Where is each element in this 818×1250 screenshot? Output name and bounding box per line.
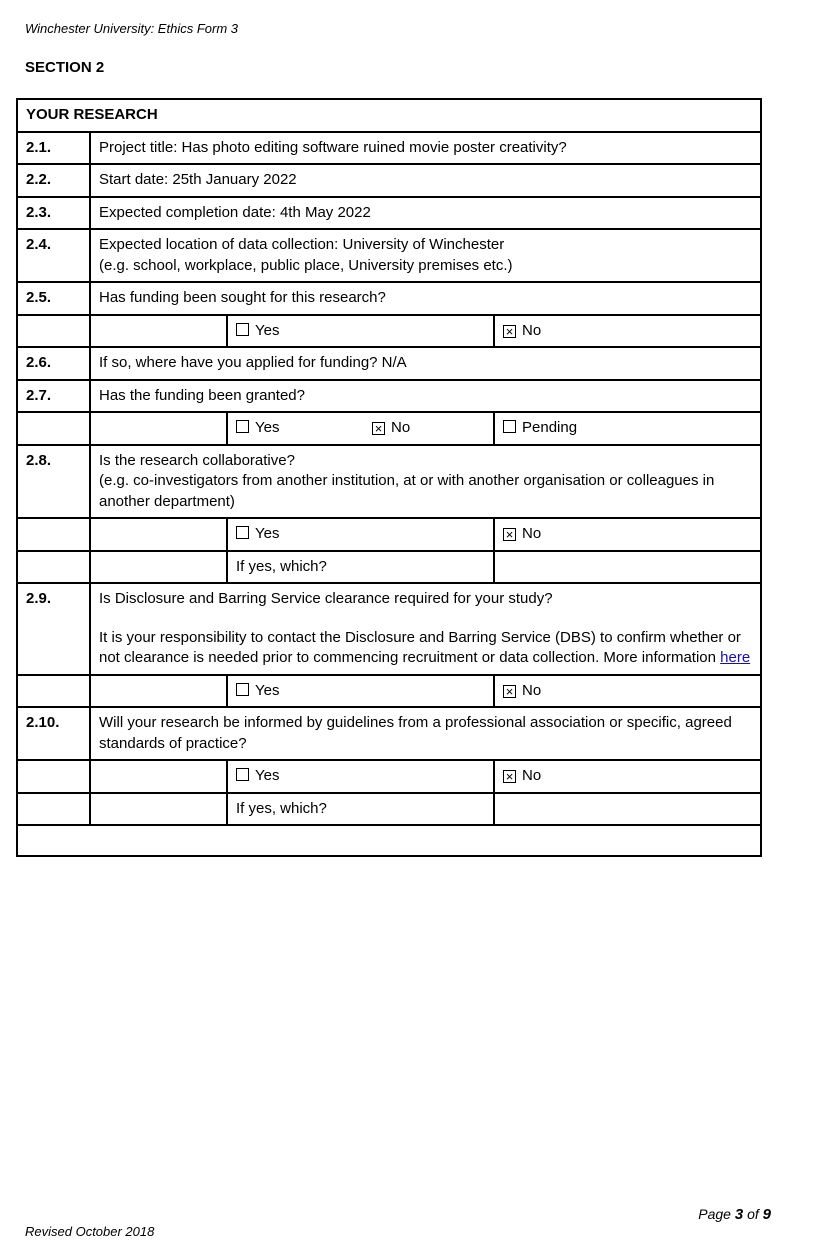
option-label: No bbox=[391, 419, 411, 436]
collaborative-yes-option[interactable] bbox=[227, 518, 494, 551]
question-cell bbox=[90, 583, 761, 675]
row-number: 2.2. bbox=[17, 164, 90, 197]
option-label: No bbox=[522, 767, 542, 784]
option-label: Pending bbox=[522, 419, 578, 436]
checkbox-empty-icon[interactable] bbox=[236, 768, 249, 781]
question-hint: (e.g. co-investigators from another institution, at or with another organisation or colleagues in another department) bbox=[99, 472, 715, 510]
checkbox-empty-icon[interactable] bbox=[236, 420, 249, 433]
guidelines-no-option[interactable] bbox=[494, 760, 761, 793]
row-2-3 bbox=[17, 197, 761, 230]
empty-cell bbox=[90, 551, 227, 584]
option-label: Yes bbox=[255, 525, 280, 542]
row-number: 2.9. bbox=[17, 583, 90, 675]
funding-where-field[interactable]: If so, where have you applied for funding? N/A bbox=[90, 347, 761, 380]
empty-cell bbox=[90, 412, 227, 445]
funding-granted-pending-option[interactable] bbox=[494, 412, 761, 445]
if-yes-which-label: If yes, which? bbox=[227, 793, 494, 826]
row-2-10-options bbox=[17, 760, 761, 793]
row-2-8-which bbox=[17, 551, 761, 584]
row-number: 2.1. bbox=[17, 132, 90, 165]
completion-date-field[interactable]: Expected completion date: 4th May 2022 bbox=[90, 197, 761, 230]
dbs-no-option[interactable] bbox=[494, 675, 761, 708]
checkbox-empty-icon[interactable] bbox=[236, 683, 249, 696]
collaborative-which-field[interactable] bbox=[494, 551, 761, 584]
row-2-9 bbox=[17, 583, 761, 675]
funding-granted-yes-no-cell bbox=[227, 412, 494, 445]
funding-sought-yes-option[interactable] bbox=[227, 315, 494, 348]
research-form-table bbox=[16, 98, 762, 857]
row-2-7 bbox=[17, 380, 761, 413]
empty-cell bbox=[17, 793, 90, 826]
row-2-5-options bbox=[17, 315, 761, 348]
empty-cell bbox=[90, 315, 227, 348]
page-number: Page 3 of 9 bbox=[698, 1206, 771, 1223]
option-label: Yes bbox=[255, 321, 280, 339]
table-title-row bbox=[17, 99, 761, 132]
option-label: No bbox=[522, 321, 542, 339]
question-text: Has the funding been granted? bbox=[90, 380, 761, 413]
option-label: Yes bbox=[255, 419, 280, 436]
document-header: Winchester University: Ethics Form 3 bbox=[25, 21, 238, 36]
row-2-9-options bbox=[17, 675, 761, 708]
empty-cell bbox=[17, 315, 90, 348]
row-2-10 bbox=[17, 707, 761, 760]
empty-cell bbox=[90, 793, 227, 826]
row-number: 2.10. bbox=[17, 707, 90, 760]
empty-cell bbox=[90, 760, 227, 793]
location-field[interactable] bbox=[90, 229, 761, 282]
row-2-6 bbox=[17, 347, 761, 380]
question-text: Will your research be informed by guidelines from a professional association or specific, agreed standards of practice? bbox=[90, 707, 761, 760]
funding-granted-no-option[interactable] bbox=[372, 418, 410, 439]
empty-cell bbox=[17, 518, 90, 551]
collaborative-no-option[interactable] bbox=[494, 518, 761, 551]
row-2-8 bbox=[17, 445, 761, 519]
project-title-field[interactable]: Project title: Has photo editing software ruined movie poster creativity? bbox=[90, 132, 761, 165]
checkbox-empty-icon[interactable] bbox=[236, 323, 249, 336]
row-number: 2.5. bbox=[17, 282, 90, 315]
start-date-field[interactable]: Start date: 25th January 2022 bbox=[90, 164, 761, 197]
option-label: No bbox=[522, 681, 542, 699]
row-2-1 bbox=[17, 132, 761, 165]
section-title: SECTION 2 bbox=[25, 59, 105, 76]
empty-cell bbox=[17, 551, 90, 584]
location-hint: (e.g. school, workplace, public place, University premises etc.) bbox=[99, 256, 513, 274]
funding-granted-yes-option[interactable] bbox=[236, 418, 372, 439]
row-number: 2.7. bbox=[17, 380, 90, 413]
blank-row bbox=[17, 825, 761, 856]
row-2-8-options bbox=[17, 518, 761, 551]
dbs-yes-option[interactable] bbox=[227, 675, 494, 708]
row-2-4 bbox=[17, 229, 761, 282]
question-text: Is the research collaborative? bbox=[99, 451, 295, 469]
table-title: YOUR RESEARCH bbox=[17, 99, 761, 132]
if-yes-which-label: If yes, which? bbox=[227, 551, 494, 584]
row-2-7-options bbox=[17, 412, 761, 445]
empty-cell bbox=[17, 412, 90, 445]
empty-cell bbox=[90, 518, 227, 551]
checkbox-checked-icon[interactable] bbox=[503, 325, 516, 338]
location-text: Expected location of data collection: University of Winchester bbox=[99, 236, 505, 253]
checkbox-empty-icon[interactable] bbox=[236, 526, 249, 539]
checkbox-checked-icon[interactable] bbox=[503, 685, 516, 698]
blank-cell[interactable] bbox=[17, 825, 761, 856]
dbs-info-text: It is your responsibility to contact the Disclosure and Barring Service (DBS) to confirm whether or not clearance is needed prior to commencing recruitment or data collection. More information here bbox=[99, 628, 751, 666]
guidelines-yes-option[interactable] bbox=[227, 760, 494, 793]
option-label: No bbox=[522, 525, 542, 542]
empty-cell bbox=[90, 675, 227, 708]
guidelines-which-field[interactable] bbox=[494, 793, 761, 826]
row-number: 2.6. bbox=[17, 347, 90, 380]
row-2-5 bbox=[17, 282, 761, 315]
row-number: 2.3. bbox=[17, 197, 90, 230]
question-text: Is Disclosure and Barring Service clearance required for your study? bbox=[99, 590, 553, 607]
option-label: Yes bbox=[255, 681, 280, 699]
question-cell bbox=[90, 445, 761, 519]
empty-cell bbox=[17, 675, 90, 708]
checkbox-checked-icon[interactable] bbox=[503, 770, 516, 783]
option-label: Yes bbox=[255, 767, 280, 784]
question-text: Has funding been sought for this research? bbox=[90, 282, 761, 315]
checkbox-empty-icon[interactable] bbox=[503, 420, 516, 433]
funding-sought-no-option[interactable] bbox=[494, 315, 761, 348]
row-2-10-which bbox=[17, 793, 761, 826]
checkbox-checked-icon[interactable] bbox=[503, 528, 516, 541]
row-number: 2.4. bbox=[17, 229, 90, 282]
empty-cell bbox=[17, 760, 90, 793]
checkbox-checked-icon[interactable] bbox=[372, 422, 385, 435]
revision-note: Revised October 2018 bbox=[25, 1224, 155, 1239]
dbs-info-link[interactable]: here bbox=[720, 649, 751, 666]
row-2-2 bbox=[17, 164, 761, 197]
row-number: 2.8. bbox=[17, 445, 90, 519]
